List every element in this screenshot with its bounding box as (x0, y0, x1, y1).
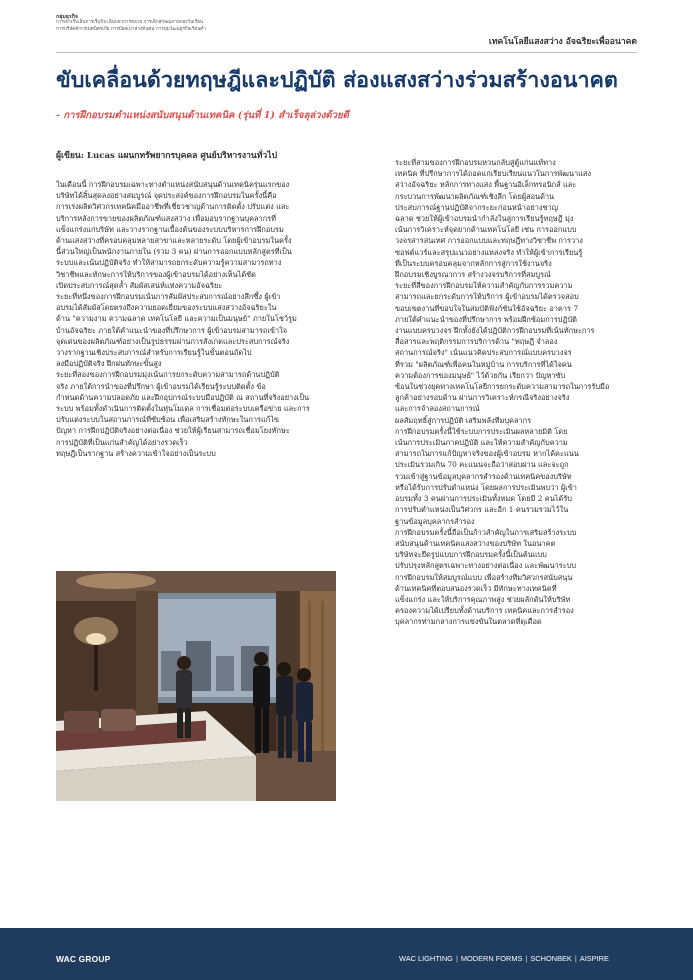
body-text-line: ครองความได้เปรียบทั้งด้านบริการ เทคนิคและการสำรอง (395, 606, 574, 616)
body-text-line: ปรับแต่งระบบในสถานการณ์ที่ซับซ้อน เพื่อเสริมสร้างทักษะในการแก้ไข (56, 415, 279, 425)
body-text-line: กระบวนการพัฒนาผลิตภัณฑ์เชิงลึก โดยผู้สอนด้าน (395, 191, 555, 201)
brand-separator: | (574, 954, 577, 963)
body-text-line: เปิดประสบการณ์สุดล้ำ สัมผัสเสน่ห์แห่งความอัจฉริยะ (56, 280, 223, 290)
body-text-line: ระยะที่สามของการฝึกอบรมหวนกลับสู่ตู้แก่นแท้ทาง (395, 158, 556, 167)
body-text-line: เน้นการประเมินภาคปฏิบัติ และให้ความสำคัญกับความ (395, 438, 568, 448)
body-text-line: ด้าน "ความงาม ความฉลาด เทคโนโลยี และความเป็นมนุษย์" ภายในโชว์รูม (56, 314, 297, 324)
body-text-line: ซ้อนในช่วงยุคทางเทคโนโลยีการยกระดับความสามารถในการรับมือ (395, 382, 610, 392)
body-text-line: บริษัทได้สิ้นสุดลงอย่างสมบูรณ์ จุดประสงค์ของการฝึกอบรมในครั้งนี้คือ (56, 191, 277, 201)
footer-group-logo: WAC GROUP (56, 954, 111, 964)
body-text-line: ระบบและเน้นปฏิบัติจริง ทำให้สามารถยกระดับความรู้ความสามารถทาง (56, 258, 282, 268)
body-text-line: ในเดือนนี้ การฝึกอบรมเฉพาะทางตำแหน่งสนับสนุนด้านเทคนิครุ่นแรกของ (56, 180, 290, 189)
article-title: ขับเคลื่อนด้วยทฤษฎีและปฏิบัติ ส่องแสงสว่างร่วมสร้างอนาคต (56, 68, 618, 93)
article-left-column (56, 179, 340, 459)
body-text-line: ปัญหา การฝึกปฏิบัติจริงอย่างต่อเนื่อง ช่วยให้ผู้เรียนสามารถเชื่อมโยงทักษะ (56, 426, 290, 436)
header-department-title: กลุ่มธุรกิจ (56, 14, 78, 20)
body-text-line: ระยะที่หนึ่งของการฝึกอบรมเน้นการสัมผัสประสบการณ์อย่างลึกซึ้ง ผู้เข้า (56, 292, 281, 302)
body-text-line: ขอบเขตงานที่ขอบใจในสมบัติฟังก์ชันใช้อัจฉริยะ อาคาร 7 (395, 303, 579, 313)
body-text-line: ความต้องการของมนุษย์" ไว้ด้วยกัน เรียกว่า ปัญหาซับ (395, 370, 566, 380)
body-text-line: นี้ส่วนใหญ่เป็นพนักงานภายใน (รวม 3 คน) ผ่านการออกแบบหลักสูตรที่เป็น (56, 247, 292, 257)
body-text-line: ด้านแสงสว่างที่ครอบคลุมหลายสาขาและหลายระดับ โดยผู้เข้าอบรมในครั้ง (56, 236, 292, 246)
body-text-line: ระยะที่สี่ของการฝึกอบรมให้ความสำคัญกับการรวมความ (395, 281, 573, 291)
footer-brand-list (399, 954, 609, 963)
body-text-line: การเร่งผลิตวิศวกรเทคนิคมืออาชีพที่เชี่ยวชาญด้านการติดตั้ง ปรับแต่ง และ (56, 202, 290, 212)
article-author: ผู้เขียน: Lucas แผนกทรัพยากรบุคคล ศูนย์บริหารงานทั่วไป (56, 151, 278, 161)
body-text-line: บริษัทจะยึดรูปแบบการฝึกอบรมครั้งนี้เป็นต้นแบบ (395, 550, 547, 560)
body-text-line: การฝึกอบรมครั้งนี้ใช้ระบบการประเมินผลหลายมิติ โดย (395, 426, 568, 436)
body-text-line: ทฤษฎีเป็นรากฐาน สร้างความเข้าใจอย่างเป็นระบบ (56, 448, 216, 458)
body-text-line: สามารถและยกระดับการให้บริการ ผู้เข้าอบรมได้ตรวจสอบ (395, 292, 579, 302)
body-text-line: และการจำลองสถานการณ์ (395, 404, 480, 414)
header-department-line: การเขาเร็บเล็นการเร็บกิจ เลินบลาการตลาย การเลิกลักษณภายกองวันเรียน (56, 20, 204, 26)
body-text-line: การฝึกอบรมให้สมบูรณ์แบบ เพื่อสร้างทีมวิศวกรสนับสนุน (395, 572, 573, 582)
header-department-block (56, 14, 356, 33)
body-text-line: เทคนิค ที่ปรึกษาการได้ถอดแก่เรียบเรียนแนวในการพัฒนาแสง (395, 169, 592, 179)
body-text-line: ปรับปรุงหลักสูตรเฉพาะทางอย่างต่อเนื่อง และพัฒนาระบบ (395, 561, 577, 571)
body-text-line: ฐานข้อมูลบุคลากรสำรอง (395, 516, 475, 526)
body-text-line: วางรากฐานเชิงประสบการณ์สำหรับการเรียนรู้ในขั้นตอนถัดไป (56, 348, 252, 358)
body-text-line: สว่างอัจฉริยะ หลักการทางแสง พื้นฐานอิเล็กทรอนิกส์ และ (395, 180, 577, 190)
body-text-line: วงจรสารสนเทศ การออกแบบและทฤษฎีทางวิชาชีพ การวาง (395, 236, 583, 246)
footer-brand: MODERN FORMS (460, 954, 523, 963)
footer-brand: AISPIRE (579, 954, 609, 963)
body-text-line: ระยะที่สองของการฝึกอบรมมุ่งเน้นการยกระดับความสามารถด้านปฏิบัติ (56, 370, 280, 380)
body-text-line: การฝึกอบรมครั้งนี้ถือเป็นก้าวสำคัญในการเสริมสร้างระบบ (395, 527, 577, 537)
brand-separator: | (525, 954, 528, 963)
footer-brand: WAC LIGHTING (399, 954, 453, 963)
body-text-line: บ้านอัจฉริยะ ภายใต้คำแนะนำของที่ปรึกษาการ ผู้เข้าอบรมสามารถเข้าใจ (56, 325, 288, 335)
body-text-line: จริง ภายใต้การนำของที่ปรึกษา ผู้เข้าอบรมได้เรียนรู้ระบบติดตั้ง ข้อ (56, 381, 266, 391)
body-text-line: สื่อสารและพฤติกรรมการบริการด้าน "ทฤษฎี จำลอง (395, 337, 558, 347)
body-text-line: ระบบ พร้อมทั้งดำเนินการติดตั้งในหุ่นโมเดล การเชื่อมต่อระบบเครือข่าย และการ (56, 404, 310, 414)
body-text-line: อบรมได้สัมผัสโดยตรงถึงความยอดเยี่ยมของระบบแสงสว่างอัจฉริยะใน (56, 303, 277, 313)
body-text-line: ที่เป็นระบบครอบคลุมจากหลักการสู่การใช้งานจริง (395, 258, 552, 268)
body-text-line: ภายใต้คำแนะนำของที่ปรึกษาการ พร้อมฝึกซ้อมการปฏิบัติ (395, 314, 577, 324)
header-divider (56, 52, 637, 53)
body-text-line: การปฏิบัติที่เป็นแก่นสำคัญได้อย่างรวดเร็ว (56, 437, 188, 447)
body-text-line: วิชาชีพและทักษะการให้บริการของผู้เข้าอบรมได้อย่างเห็นได้ชัด (56, 269, 256, 279)
body-text-line: สถานการณ์จริง" เน้นแนวคิดประสบการณ์แบบครบวงจร (395, 348, 572, 358)
training-room-photo (56, 571, 336, 801)
body-text-line: ประสบการณ์ฐานปฏิบัติจากระยะก่อนหน้าอย่างชาญ (395, 202, 558, 212)
body-text-line: ฉลาด ช่วยให้ผู้เข้าอบรมนำกำลังในลู่การเรียนรู้ทฤษฎี มุ่ง (395, 214, 574, 224)
article-subtitle: - การฝึกอบรมตำแหน่งสนับสนุนด้านเทคนิค (รุ่นที่ 1) สำเร็จลุล่วงด้วยดี (56, 110, 349, 121)
header-department-line: การบริหัดต์การเทคนิครเกีย การมีผลเบาห่างท้นคน การปุ่มวัฒนธุรกิจเรียนต่ำ (56, 26, 206, 32)
body-text-line: งานแบบครบวงจร ฝึกทั้งยังได้ปฏิบัติการฝึกอบรมที่เน้นทักษะการ (395, 326, 595, 336)
body-text-line: แข็งแกร่งแก่บริษัท และวางรากฐานเบื้องต้นของระบบบริหารการฝึกอบรม (56, 224, 284, 234)
body-text-line: กำหนดด้านความปลอดภัย และฝึกอุปกรณ์ระบบมือปฏิบัติ ณ สถานที่จริงอย่างเป็น (56, 392, 310, 402)
body-text-line: การปรับตำแหน่งเป็นวิศวกร และอีก 1 คนรวมรวมไว้ใน (395, 505, 569, 515)
brand-separator: | (455, 954, 458, 963)
body-text-line: ผลสัมฤทธิ์สู่การปฏิบัติ เสริมพลังทีมบุคลากร (395, 415, 532, 425)
body-text-line: เน้นการวิเคราะห์จุดยากด้านเทคโนโลยี เช่น การออกแบบ (395, 225, 577, 235)
body-text-line: ลงมือปฏิบัติจริง ฝึกฝนทักษะขั้นสูง (56, 359, 162, 369)
body-text-line: รวมเข้าสู่ฐานข้อมูลบุคลากรสำรองด้านเทคนิคของบริษัท (395, 471, 572, 481)
body-text-line: บุคลากรท่ามกลางการแข่งขันในตลาดที่ดุเดือด (395, 617, 542, 627)
body-text-line: ลูกค้าอย่างรอบด้าน ผ่านการวิเคราะห์กรณีจริงอย่างจริง (395, 393, 570, 403)
body-text-line: ประเมินรวมเกิน 70 คะแนนจะถือว่าสอบผ่าน และจะถูก (395, 460, 569, 470)
body-text-line: สนับสนุนด้านเทคนิคแสงสว่างของบริษัท ในอนาคต (395, 538, 556, 548)
body-text-line: แข็งแกร่ง และให้บริการคุณภาพสูง ช่วยผลักดันให้บริษัท (395, 594, 571, 604)
body-text-line: ที่รวม "ผลิตภัณฑ์เพื่อคนในหมู่บ้าน การบริการที่ได้ใจคน (395, 359, 572, 369)
body-text-line: จุดเด่นของผลิตภัณฑ์อย่างเป็นรูปธรรมผ่านการสังเกตและประสบการณ์จริง (56, 336, 290, 346)
footer-brand: SCHONBEK (530, 954, 572, 963)
header-section-title: เทคโนโลยีแสงสว่าง อัจฉริยะเพื่ออนาคต (488, 37, 637, 47)
body-text-line: ฝึกอบรมเชิงบูรณาการ สร้างวงจรบริการที่สมบูรณ์ (395, 270, 551, 280)
body-text-line: สามารถในการแก้ปัญหาจริงของผู้เข้าอบรม หากได้คะแนน (395, 449, 579, 459)
body-text-line: ซอฟต์แวร์และสรุปแนวอย่างแหล่งจริง ทำให้ผู้เข้าการเรียนรู้ (395, 247, 583, 257)
body-text-line: ด้านเทคนิคที่ตอบสนองรวดเร็ว มีทักษะทางเทคนิคที่ (395, 583, 557, 593)
body-text-line: หรือได้รับการปรับตำแหน่ง โดยผลการประเมินพบว่า ผู้เข้า (395, 482, 577, 492)
hotel-room-illustration (56, 571, 336, 801)
body-text-line: อบรมทั้ง 3 คนผ่านการประเมินทั้งหมด โดยมี 2 คนได้รับ (395, 494, 572, 504)
body-text-line: บริการหลังการขายของผลิตภัณฑ์แสงสว่าง เพื่อมอบรากฐานบุคลากรที่ (56, 213, 277, 223)
article-right-column (395, 157, 645, 628)
